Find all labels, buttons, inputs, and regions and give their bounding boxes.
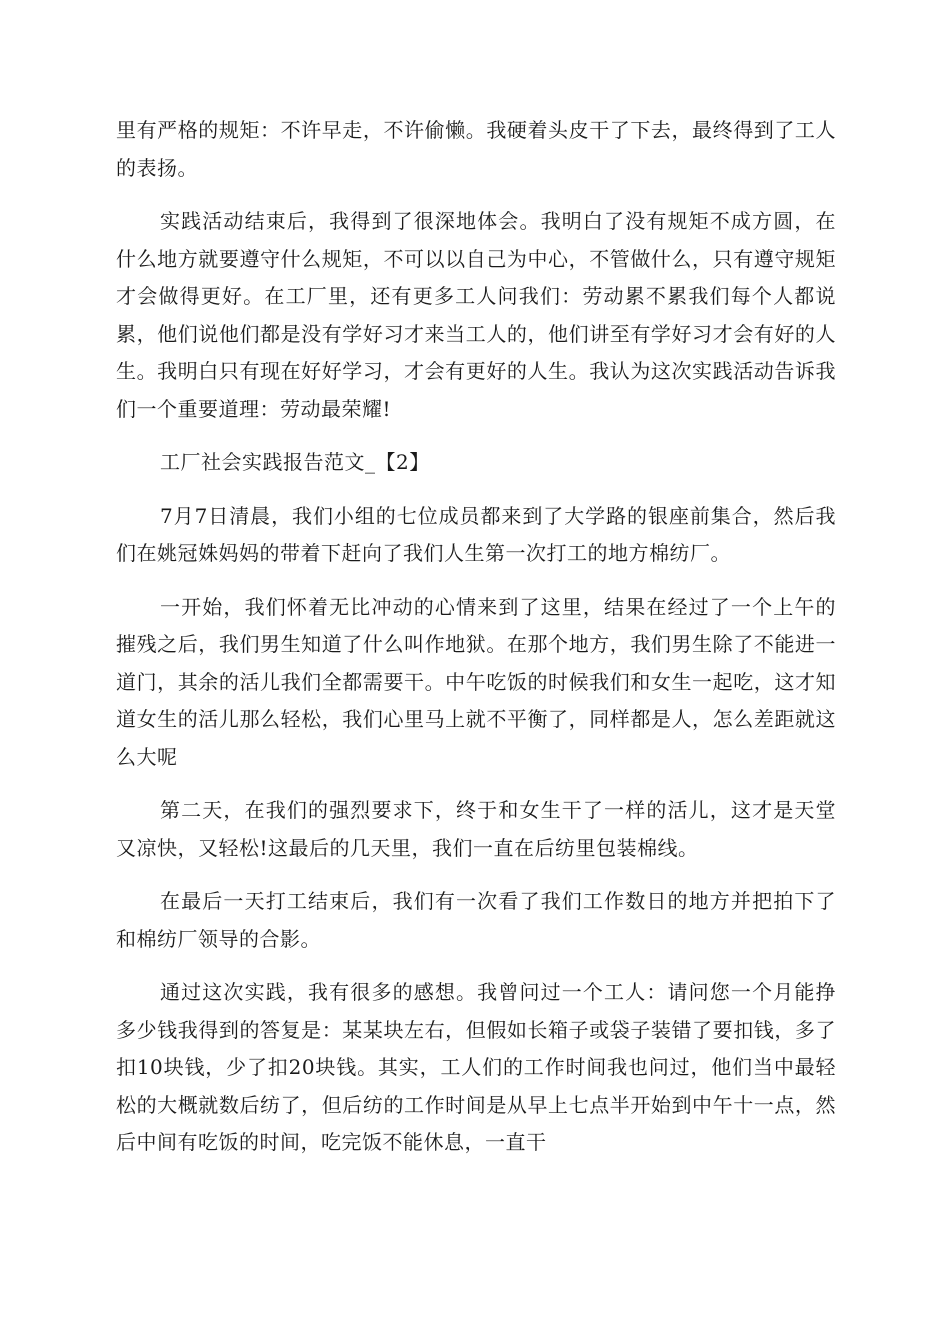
paragraph-1: 里有严格的规矩：不许早走，不许偷懒。我硬着头皮干了下去，最终得到了工人的表扬。 [116, 118, 836, 180]
paragraph-4: 一开始，我们怀着无比冲动的心情来到了这里，结果在经过了一个上午的摧残之后，我们男生知道了什么叫作地狱。在那个地方，我们男生除了不能进一道门，其余的活儿我们全都需要干。中午吃饭的时候我们和女生一起吃，这才知道女生的活儿那么轻松，我们心里马上就不平衡了，同样都是人，怎么差距就这么大呢 [116, 594, 836, 769]
section-heading: 工厂社会实践报告范文_【2】 [160, 450, 430, 474]
paragraph-3: 7月7日清晨，我们小组的七位成员都来到了大学路的银座前集合，然后我们在姚冠姝妈妈的带着下赶向了我们人生第一次打工的地方棉纺厂。 [116, 503, 836, 565]
paragraph-5: 第二天，在我们的强烈要求下，终于和女生干了一样的活儿，这才是天堂又凉快，又轻松!这最后的几天里，我们一直在后纺里包装棉线。 [116, 798, 836, 860]
paragraph-2: 实践活动结束后，我得到了很深地体会。我明白了没有规矩不成方圆，在什么地方就要遵守什么规矩，不可以以自己为中心，不管做什么，只有遵守规矩才会做得更好。在工厂里，还有更多工人问我们：劳动累不累我们每个人都说累，他们说他们都是没有学好习才来当工人的，他们讲至有学好习才会有好的人生。我明白只有现在好好学习，才会有更好的人生。我认为这次实践活动告诉我们一个重要道理：劳动最荣耀! [116, 209, 836, 421]
paragraph-7: 通过这次实践，我有很多的感想。我曾问过一个工人：请问您一个月能挣多少钱我得到的答复是：某某块左右，但假如长箱子或袋子装错了要扣钱，多了扣10块钱，少了扣20块钱。其实，工人们的工作时间我也问过，他们当中最轻松的大概就数后纺了，但后纺的工作时间是从早上七点半开始到中午十一点，然后中间有吃饭的时间，吃完饭不能休息，一直干 [116, 980, 836, 1154]
paragraph-6: 在最后一天打工结束后，我们有一次看了我们工作数日的地方并把拍下了和棉纺厂领导的合影。 [116, 889, 836, 951]
document-page [116, 112, 836, 1178]
